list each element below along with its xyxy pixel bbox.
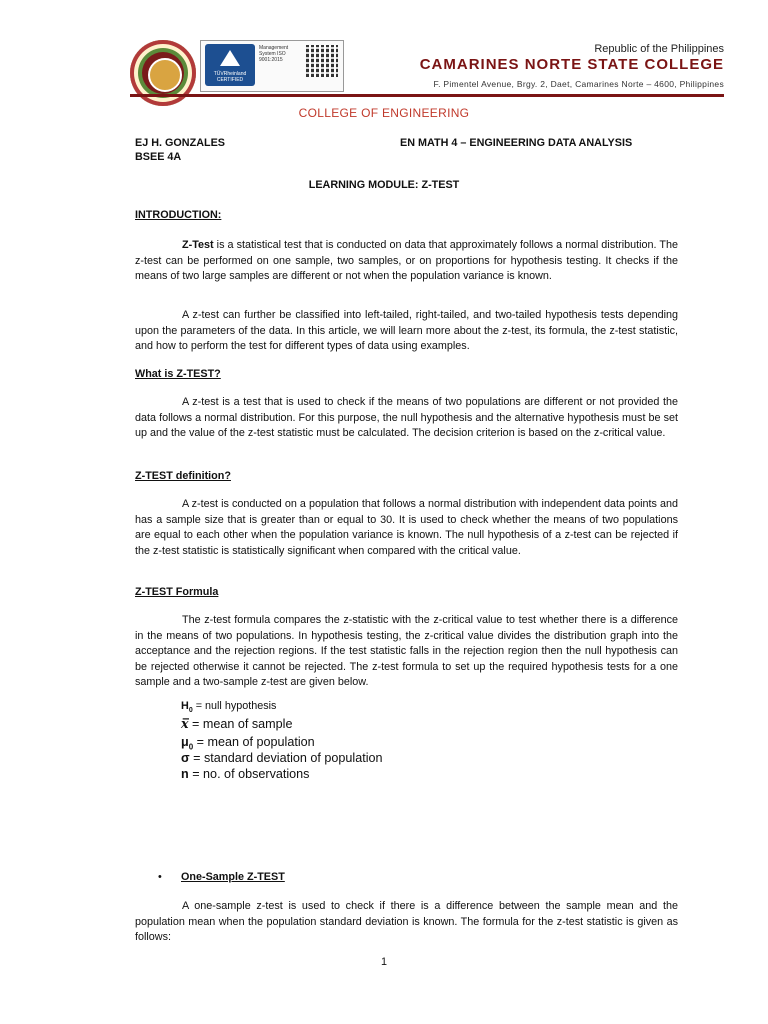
symbol-sigma: σ = standard deviation of population [181,751,383,765]
one-sample-paragraph: A one-sample z-test is used to check if there is a difference between the sample mean and the population mean when the population standard deviation is known. The formula for the z-test statistic is given as follows: [135,900,678,944]
one-sample-heading: One-Sample Z-TEST [181,871,285,883]
symbol-mu0: $\mu_0$ = mean of population [181,735,315,752]
definition-paragraph: A z-test is conducted on a population that follows a normal distribution with independent data points and has a sample size that is greater than or equal to 30. It is used to check whether the means of two populations are equal to each other when the population variance is known. The null hypothesis of a z-test can be rejected if the z-test statistic is statistically significant when compared with the critical value. [135,498,678,557]
author-program: BSEE 4A [135,151,182,163]
iso-certification-badge [200,40,344,92]
page-number: 1 [380,956,387,968]
college-address: F. Pimentel Avenue, Brgy. 2, Daet, Camarines Norte – 4600, Philippines [433,79,724,89]
header-divider [130,94,724,97]
tuv-logo-icon: TÜVRheinland CERTIFIED [205,44,255,86]
intro-heading: INTRODUCTION: [135,209,222,221]
republic-label: Republic of the Philippines [594,43,724,55]
cert-text: Management System ISO 9001:2015 [259,45,289,63]
what-heading: What is Z-TEST? [135,368,221,380]
intro-paragraph-1: Z-Test is a statistical test that is conducted on data that approximately follows a normal distribution. The z-test can be performed on one sample, two samples, or on proportions for hypothesis testing. It checks if the means of two large samples are different or not when the population variance is known. [135,239,678,283]
symbol-h0: $H_0$ = null hypothesis [181,700,277,715]
what-paragraph: A z-test is a test that is used to check if the means of two populations are different or not provided the data follows a normal distribution. For this purpose, the null hypothesis and the alternative hypothesis must be set up and the value of the z-test statistic must be calculated. The decision criterion is based on the z-critical value. [135,396,678,440]
formula-heading: Z-TEST Formula [135,586,219,598]
definition-heading: Z-TEST definition? [135,470,231,482]
author-name: EJ H. GONZALES [135,137,225,149]
department-title: COLLEGE OF ENGINEERING [298,106,470,120]
bullet: • [158,871,162,883]
qr-code-icon [306,45,338,77]
formula-paragraph: The z-test formula compares the z-statistic with the z-critical value to test whether there is a difference in the means of two populations. In hypothesis testing, the z-critical value divides the distribution graph into the acceptance and the rejection regions. If the test statistic falls in the rejection region then the null hypothesis can be rejected otherwise it cannot be rejected. The z-test formula to set up the required hypothesis tests for a one sample and a two-sample z-test are given below. [135,614,678,689]
course-title: EN MATH 4 – ENGINEERING DATA ANALYSIS [400,137,633,149]
intro-paragraph-2: A z-test can further be classified into left-tailed, right-tailed, and two-tailed hypothesis tests depending upon the parameters of the data. In this article, we will learn more about the z-test, its formula, the z-test statistic, and how to perform the test for different types of data using examples. [135,309,678,353]
module-title: LEARNING MODULE: Z-TEST [308,179,460,191]
symbol-xbar: x̅ = mean of sample [181,716,293,731]
college-name: CAMARINES NORTE STATE COLLEGE [419,56,724,73]
symbol-n: n = no. of observations [181,767,310,781]
